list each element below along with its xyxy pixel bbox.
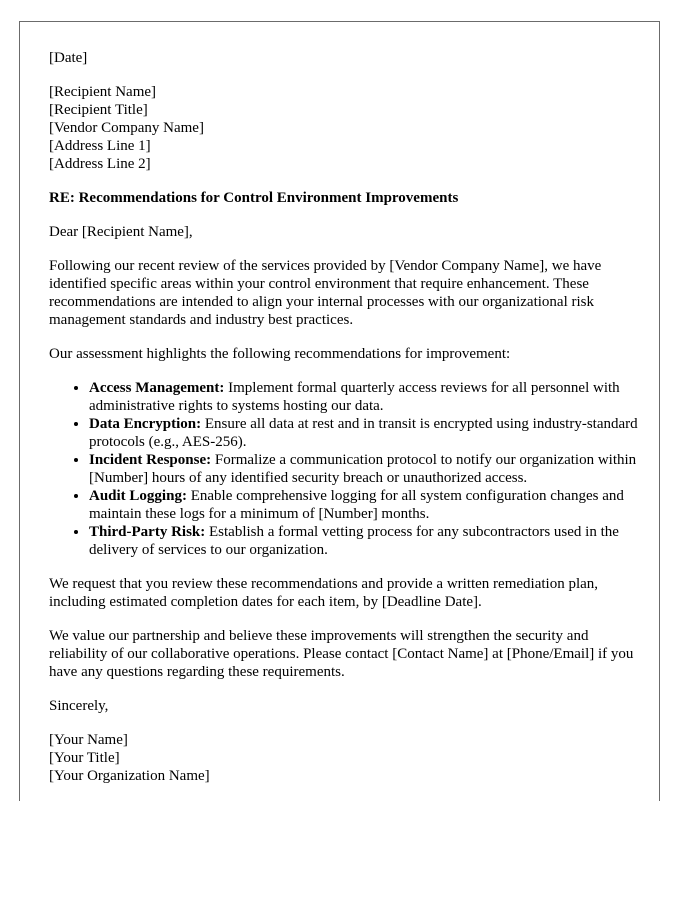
signature-name: [Your Name] <box>49 732 128 748</box>
salutation: Dear [Recipient Name], <box>49 224 193 240</box>
recommendation-title: Data Encryption: <box>89 416 202 432</box>
letter-date: [Date] <box>49 50 88 66</box>
list-item <box>89 523 639 559</box>
signature-block <box>49 731 639 785</box>
letter-page <box>19 21 660 801</box>
signature-organization: [Your Organization Name] <box>49 768 210 784</box>
list-intro-paragraph: Our assessment highlights the following recommendations for improvement: <box>49 346 511 362</box>
recipient-address-line-2: [Address Line 2] <box>49 156 151 172</box>
recommendation-title: Third-Party Risk: <box>89 524 206 540</box>
recommendation-title: Incident Response: <box>89 452 212 468</box>
recommendation-text: Ensure all data at rest and in transit is encrypted using industry-standard protocols (e.g., AES-256). <box>89 416 638 450</box>
signature-title: [Your Title] <box>49 750 120 766</box>
recommendation-title: Access Management: <box>89 380 225 396</box>
letter-body <box>49 49 639 801</box>
recipient-company: [Vendor Company Name] <box>49 120 204 136</box>
intro-paragraph: Following our recent review of the services provided by [Vendor Company Name], we have identified specific areas within your control environment that require enhancement. These recommendations are intended to align your internal processes with our organizational risk management standards and industry best practices. <box>49 258 602 328</box>
list-item <box>89 379 639 415</box>
request-paragraph: We request that you review these recommendations and provide a written remediation plan, including estimated completion dates for each item, by [Deadline Date]. <box>49 576 599 610</box>
recommendations-list <box>49 379 639 559</box>
date-block <box>49 49 639 67</box>
list-item <box>89 487 639 523</box>
recipient-address-block <box>49 83 639 173</box>
list-item <box>89 415 639 451</box>
recommendation-text: Implement formal quarterly access reviews for all personnel with administrative rights to systems hosting our data. <box>89 380 620 414</box>
recipient-name: [Recipient Name] <box>49 84 157 100</box>
subject-line: RE: Recommendations for Control Environment Improvements <box>49 190 459 206</box>
list-item <box>89 451 639 487</box>
recipient-address-line-1: [Address Line 1] <box>49 138 151 154</box>
recommendation-text: Enable comprehensive logging for all system configuration changes and maintain these logs for a minimum of [Number] months. <box>89 488 624 522</box>
recommendation-title: Audit Logging: <box>89 488 187 504</box>
recommendation-text: Establish a formal vetting process for any subcontractors used in the delivery of services to our organization. <box>89 524 619 558</box>
recipient-title: [Recipient Title] <box>49 102 148 118</box>
recommendation-text: Formalize a communication protocol to notify our organization within [Number] hours of any identified security breach or unauthorized access. <box>89 452 637 486</box>
signoff: Sincerely, <box>49 698 109 714</box>
closing-paragraph: We value our partnership and believe these improvements will strengthen the security and reliability of our collaborative operations. Please contact [Contact Name] at [Phone/Email] if you have any questions regarding these requirements. <box>49 628 634 680</box>
